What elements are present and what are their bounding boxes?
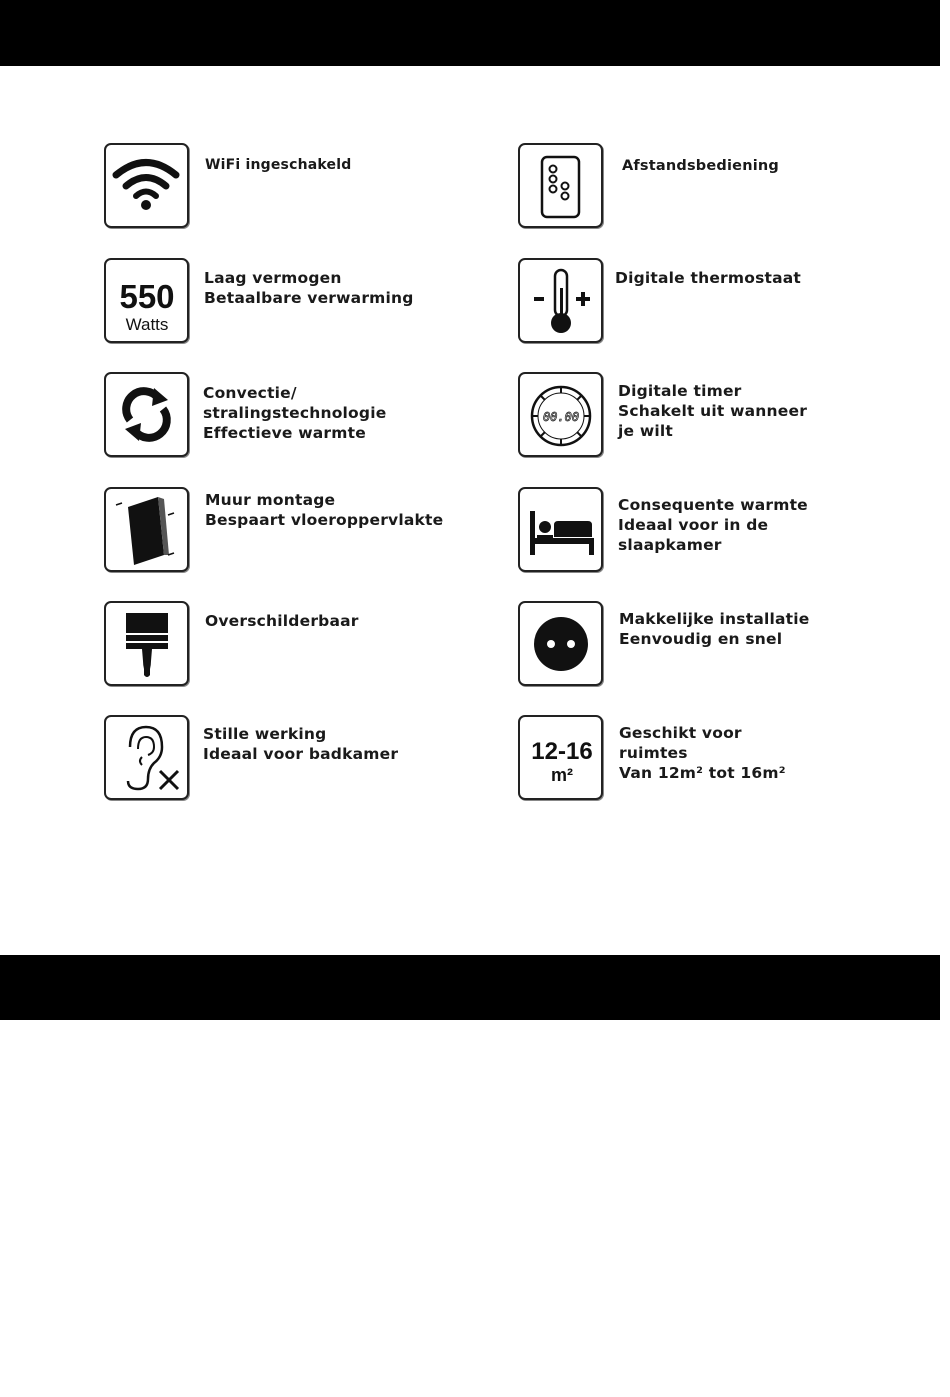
convection-cycle-icon	[104, 372, 189, 457]
feature-text: Overschilderbaar	[205, 612, 359, 630]
feature-text: Afstandsbediening	[622, 158, 780, 174]
middle-black-bar	[0, 955, 940, 1020]
timer-dial-icon	[518, 372, 603, 457]
wifi-icon	[104, 143, 189, 228]
bed-icon	[518, 487, 603, 572]
wall-mount-panel-icon	[104, 487, 189, 572]
feature-text: Stille werking Ideaal voor badkamer	[203, 725, 399, 763]
remote-control-icon	[518, 143, 603, 228]
paintbrush-icon	[104, 601, 189, 686]
icon-text-range: 12-16	[531, 738, 593, 765]
icon-text-550: 550	[119, 278, 175, 315]
feature-text: Makkelijke installatie Eenvoudig en snel	[619, 610, 810, 648]
feature-text: Digitale timer Schakelt uit wanneer je wilt	[618, 382, 808, 440]
feature-text: Digitale thermostaat	[615, 269, 802, 287]
feature-text: Convectie/ stralingstechnologie Effectieve warmte	[203, 384, 387, 442]
feature-text: Consequente warmte Ideaal voor in de slaapkamer	[618, 496, 808, 554]
timer-digits: 00.00	[542, 410, 580, 424]
icon-text-unit: m²	[551, 765, 573, 785]
thermometer-icon	[518, 258, 603, 343]
feature-text: Laag vermogen Betaalbare verwarming	[204, 269, 414, 307]
silent-ear-icon	[104, 715, 189, 800]
socket-icon	[518, 601, 603, 686]
power-550-watts-icon	[104, 258, 189, 343]
top-black-bar	[0, 0, 940, 66]
feature-text: Muur montage Bespaart vloeroppervlakte	[205, 491, 444, 529]
icon-text-watts: Watts	[125, 315, 169, 334]
feature-text: Geschikt voor ruimtes Van 12m² tot 16m²	[619, 724, 786, 782]
feature-text: WiFi ingeschakeld	[205, 157, 352, 173]
room-size-icon	[518, 715, 603, 800]
